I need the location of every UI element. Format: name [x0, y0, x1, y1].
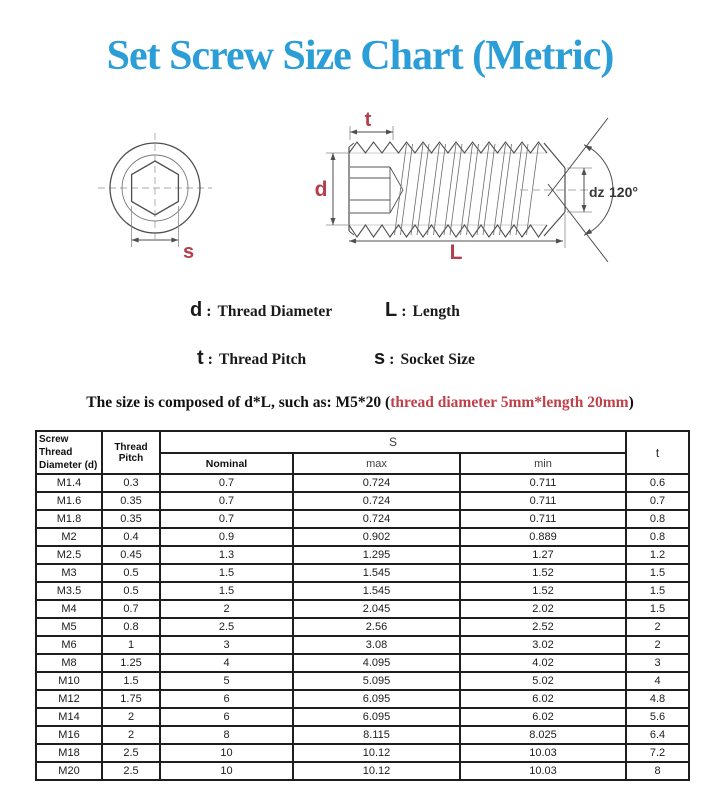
table-cell: 3.02 — [460, 636, 626, 654]
table-cell: 2.5 — [102, 744, 160, 762]
table-cell: 2 — [626, 636, 689, 654]
table-cell: 2 — [102, 726, 160, 744]
table-row — [36, 600, 689, 618]
length-label: L — [449, 241, 463, 264]
table-cell: M1.4 — [36, 474, 102, 492]
table-cell: 2.5 — [102, 762, 160, 780]
legend-separator: : — [389, 351, 395, 368]
table-cell: M1.6 — [36, 492, 102, 510]
header-socket-max: max — [293, 453, 460, 474]
table-cell: 10.12 — [293, 762, 460, 780]
table-cell: 3 — [160, 636, 293, 654]
table-row — [36, 654, 689, 672]
table-cell: 0.711 — [460, 474, 626, 492]
table-cell: 5.6 — [626, 708, 689, 726]
legend-description: Thread Pitch — [219, 351, 307, 368]
table-cell: M6 — [36, 636, 102, 654]
table-row — [36, 528, 689, 546]
legend-symbol: L — [385, 299, 398, 321]
table-cell: 1.2 — [626, 546, 689, 564]
table-cell: 4.02 — [460, 654, 626, 672]
table-cell: 1 — [102, 636, 160, 654]
page-title: Set Screw Size Chart (Metric) — [106, 33, 614, 79]
table-cell: 1.52 — [460, 564, 626, 582]
table-cell: 0.7 — [626, 492, 689, 510]
table-cell: 0.889 — [460, 528, 626, 546]
table-row — [36, 492, 689, 510]
table-cell: 4.8 — [626, 690, 689, 708]
table-cell: 0.7 — [160, 510, 293, 528]
table-cell: 0.7 — [160, 474, 293, 492]
table-cell: 2.56 — [293, 618, 460, 636]
socket-size-label: s — [183, 241, 195, 263]
socket-cavity — [350, 167, 403, 213]
table-cell: 2 — [626, 618, 689, 636]
table-row — [36, 618, 689, 636]
set-screw-size-table — [35, 430, 690, 781]
thread-flanks — [395, 144, 539, 235]
table-cell: 2 — [102, 708, 160, 726]
table-cell: M1.8 — [36, 510, 102, 528]
table-cell: 0.8 — [102, 618, 160, 636]
table-cell: 1.27 — [460, 546, 626, 564]
table-cell: 1.75 — [102, 690, 160, 708]
table-cell: 2.5 — [160, 618, 293, 636]
table-cell: 1.5 — [102, 672, 160, 690]
table-cell: 6.02 — [460, 690, 626, 708]
legend-description: Length — [412, 303, 460, 320]
legend-separator: : — [206, 303, 212, 320]
legend-symbol: d — [190, 299, 203, 321]
table-cell: 8.115 — [293, 726, 460, 744]
table-row — [36, 510, 689, 528]
table-cell: 0.35 — [102, 510, 160, 528]
table-cell: 1.25 — [102, 654, 160, 672]
table-cell: 1.295 — [293, 546, 460, 564]
cone-angle-label: 120° — [609, 184, 638, 200]
table-cell: 0.5 — [102, 564, 160, 582]
side-view-drawing — [315, 109, 638, 264]
table-cell: 10 — [160, 744, 293, 762]
table-cell: M4 — [36, 600, 102, 618]
table-cell: 5.095 — [293, 672, 460, 690]
table-cell: 4 — [626, 672, 689, 690]
note-highlight: thread diameter 5mm*length 20mm — [390, 394, 629, 411]
table-cell: 8 — [626, 762, 689, 780]
table-cell: M18 — [36, 744, 102, 762]
header-t: t — [626, 431, 689, 474]
table-cell: M14 — [36, 708, 102, 726]
table-row — [36, 762, 689, 780]
table-row — [36, 726, 689, 744]
table-cell: 0.8 — [626, 510, 689, 528]
legend-separator: : — [401, 303, 407, 320]
set-screw-technical-drawing — [0, 95, 720, 295]
table-cell: 6.095 — [293, 708, 460, 726]
table-cell: 2.045 — [293, 600, 460, 618]
table-cell: 0.7 — [160, 492, 293, 510]
table-cell: 0.5 — [102, 582, 160, 600]
table-cell: 8 — [160, 726, 293, 744]
legend-item-thread-diameter — [190, 299, 332, 322]
table-cell: 3.08 — [293, 636, 460, 654]
table-cell: 4 — [160, 654, 293, 672]
table-cell: 6.4 — [626, 726, 689, 744]
table-cell: 6 — [160, 708, 293, 726]
legend-symbol: t — [197, 347, 204, 369]
table-body — [36, 474, 689, 780]
table-cell: M20 — [36, 762, 102, 780]
table-cell: 0.35 — [102, 492, 160, 510]
table-cell: 0.711 — [460, 492, 626, 510]
table-cell: 5 — [160, 672, 293, 690]
table-cell: M8 — [36, 654, 102, 672]
table-cell: M2.5 — [36, 546, 102, 564]
header-socket-nominal: Nominal — [160, 453, 293, 474]
table-cell: 0.4 — [102, 528, 160, 546]
table-cell: 10.03 — [460, 744, 626, 762]
table-cell: M3 — [36, 564, 102, 582]
table-cell: M16 — [36, 726, 102, 744]
table-cell: 0.902 — [293, 528, 460, 546]
table-cell: 1.5 — [626, 564, 689, 582]
header-socket-group: S — [160, 431, 626, 453]
legend-separator: : — [207, 351, 213, 368]
table-row — [36, 690, 689, 708]
header-thread-pitch: Thread Pitch — [102, 431, 160, 474]
end-view-drawing — [98, 133, 212, 263]
table-cell: 0.6 — [626, 474, 689, 492]
table-cell: M12 — [36, 690, 102, 708]
table-cell: 8.025 — [460, 726, 626, 744]
table-row — [36, 564, 689, 582]
table-cell: 10.03 — [460, 762, 626, 780]
table-cell: M10 — [36, 672, 102, 690]
table-cell: 3 — [626, 654, 689, 672]
table-cell: 0.711 — [460, 510, 626, 528]
table-cell: 2 — [160, 600, 293, 618]
tip-diameter-label: dz — [589, 184, 605, 200]
table-cell: 0.45 — [102, 546, 160, 564]
table-cell: 1.5 — [626, 600, 689, 618]
table-cell: 0.9 — [160, 528, 293, 546]
table-cell: 0.724 — [293, 492, 460, 510]
thread-diameter-label: d — [314, 178, 328, 201]
table-row — [36, 474, 689, 492]
table-cell: 6 — [160, 690, 293, 708]
table-cell: 6.02 — [460, 708, 626, 726]
table-row — [36, 546, 689, 564]
table-row — [36, 744, 689, 762]
table-cell: 10 — [160, 762, 293, 780]
thread-pitch-label: t — [364, 109, 372, 131]
table-cell: 0.8 — [626, 528, 689, 546]
table-cell: 5.02 — [460, 672, 626, 690]
table-header — [36, 431, 689, 474]
table-cell: 0.724 — [293, 510, 460, 528]
table-cell: 1.5 — [160, 582, 293, 600]
legend-description: Thread Diameter — [217, 303, 333, 320]
table-row — [36, 672, 689, 690]
table-cell: 2.02 — [460, 600, 626, 618]
table-cell: 0.3 — [102, 474, 160, 492]
size-notation-note — [0, 394, 720, 412]
legend-item-length — [385, 299, 460, 322]
table-cell: M2 — [36, 528, 102, 546]
table-cell: 1.52 — [460, 582, 626, 600]
table-cell: 1.5 — [160, 564, 293, 582]
legend-description: Socket Size — [400, 351, 475, 368]
table-cell: 6.095 — [293, 690, 460, 708]
table-cell: M3.5 — [36, 582, 102, 600]
legend-item-thread-pitch — [197, 347, 306, 370]
table-cell: 1.5 — [626, 582, 689, 600]
table-cell: 1.3 — [160, 546, 293, 564]
table-cell: 0.724 — [293, 474, 460, 492]
note-text: The size is composed of d*L, such as: M5*20 ( — [86, 394, 391, 411]
note-text-suffix: ) — [628, 394, 634, 411]
table-row — [36, 708, 689, 726]
table-row — [36, 636, 689, 654]
table-cell: 4.095 — [293, 654, 460, 672]
table-row — [36, 582, 689, 600]
table-cell: 0.7 — [102, 600, 160, 618]
header-screw-thread-diameter: Screw Thread Diameter (d) — [36, 431, 102, 474]
legend-symbol: s — [374, 347, 386, 369]
header-socket-min: min — [460, 453, 626, 474]
table-cell: 1.545 — [293, 564, 460, 582]
table-cell: 1.545 — [293, 582, 460, 600]
table-cell: 2.52 — [460, 618, 626, 636]
table-cell: 10.12 — [293, 744, 460, 762]
legend-item-socket-size — [374, 347, 475, 370]
table-cell: M5 — [36, 618, 102, 636]
table-cell: 7.2 — [626, 744, 689, 762]
